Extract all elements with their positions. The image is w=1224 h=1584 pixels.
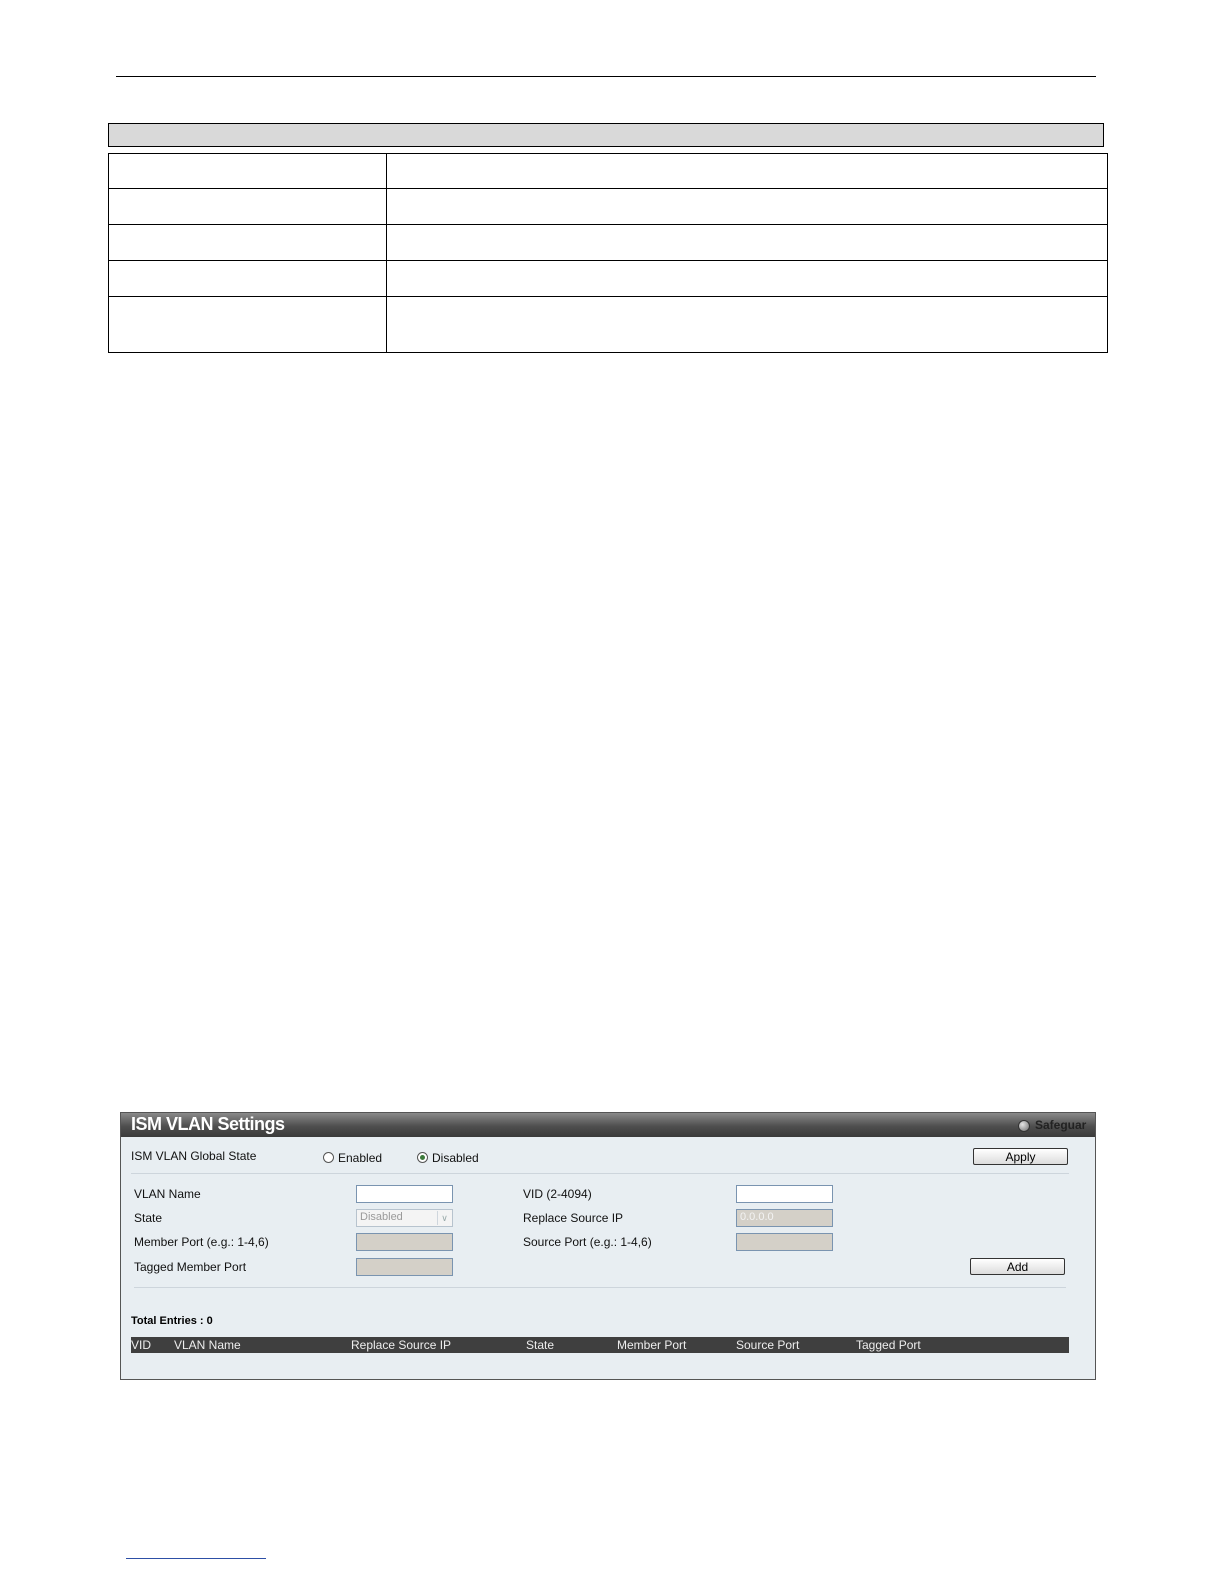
parameter-table-header xyxy=(108,123,1104,147)
source-port-label: Source Port (e.g.: 1-4,6) xyxy=(523,1235,652,1249)
state-select[interactable] xyxy=(356,1209,453,1227)
enabled-radio[interactable] xyxy=(323,1152,334,1163)
footer-link-underline xyxy=(126,1558,266,1559)
tagged-member-port-input[interactable] xyxy=(356,1258,453,1276)
panel-title: ISM VLAN Settings xyxy=(131,1114,285,1134)
vid-label: VID (2-4094) xyxy=(523,1187,592,1201)
column-header-tagged-port: Tagged Port xyxy=(856,1338,921,1352)
ism-vlan-settings-panel xyxy=(120,1112,1096,1380)
entries-table-header xyxy=(131,1337,1069,1353)
enabled-radio-label[interactable]: Enabled xyxy=(338,1151,383,1165)
safeguard-icon xyxy=(1018,1120,1030,1132)
disabled-radio-label[interactable]: Disabled xyxy=(432,1151,479,1165)
replace-source-ip-label: Replace Source IP xyxy=(523,1211,624,1225)
vlan-name-label: VLAN Name xyxy=(134,1187,201,1201)
state-label: State xyxy=(134,1211,163,1225)
total-entries: Total Entries : 0 xyxy=(131,1315,213,1327)
global-state-label: ISM VLAN Global State xyxy=(131,1149,257,1163)
table-row xyxy=(109,297,1108,353)
state-select-value: Disabled xyxy=(360,1211,403,1223)
column-header-member-port: Member Port xyxy=(617,1338,687,1352)
column-header-replace-source-ip: Replace Source IP xyxy=(351,1338,452,1352)
column-header-vlan-name: VLAN Name xyxy=(174,1338,241,1352)
parameter-table xyxy=(108,153,1108,353)
source-port-input[interactable] xyxy=(736,1233,833,1251)
disabled-radio[interactable] xyxy=(417,1152,428,1163)
safeguard-label: Safeguar xyxy=(1035,1118,1087,1132)
table-row xyxy=(109,225,1108,261)
table-row xyxy=(109,189,1108,225)
chevron-down-icon: ∨ xyxy=(437,1211,451,1225)
vlan-name-input[interactable] xyxy=(356,1185,453,1203)
table-row xyxy=(109,154,1108,189)
column-header-state: State xyxy=(526,1338,555,1352)
column-header-source-port: Source Port xyxy=(736,1338,800,1352)
divider xyxy=(134,1287,1066,1288)
panel-header xyxy=(121,1113,1095,1137)
table-row xyxy=(109,261,1108,297)
apply-button[interactable]: Apply xyxy=(973,1148,1068,1165)
replace-source-ip-input[interactable]: 0.0.0.0 xyxy=(736,1209,833,1227)
add-button[interactable]: Add xyxy=(970,1258,1065,1275)
tagged-member-port-label: Tagged Member Port xyxy=(134,1260,247,1274)
page-top-rule xyxy=(116,76,1096,77)
column-header-vid: VID xyxy=(131,1338,152,1352)
vid-input[interactable] xyxy=(736,1185,833,1203)
member-port-input[interactable] xyxy=(356,1233,453,1251)
member-port-label: Member Port (e.g.: 1-4,6) xyxy=(134,1235,269,1249)
divider xyxy=(131,1173,1069,1174)
